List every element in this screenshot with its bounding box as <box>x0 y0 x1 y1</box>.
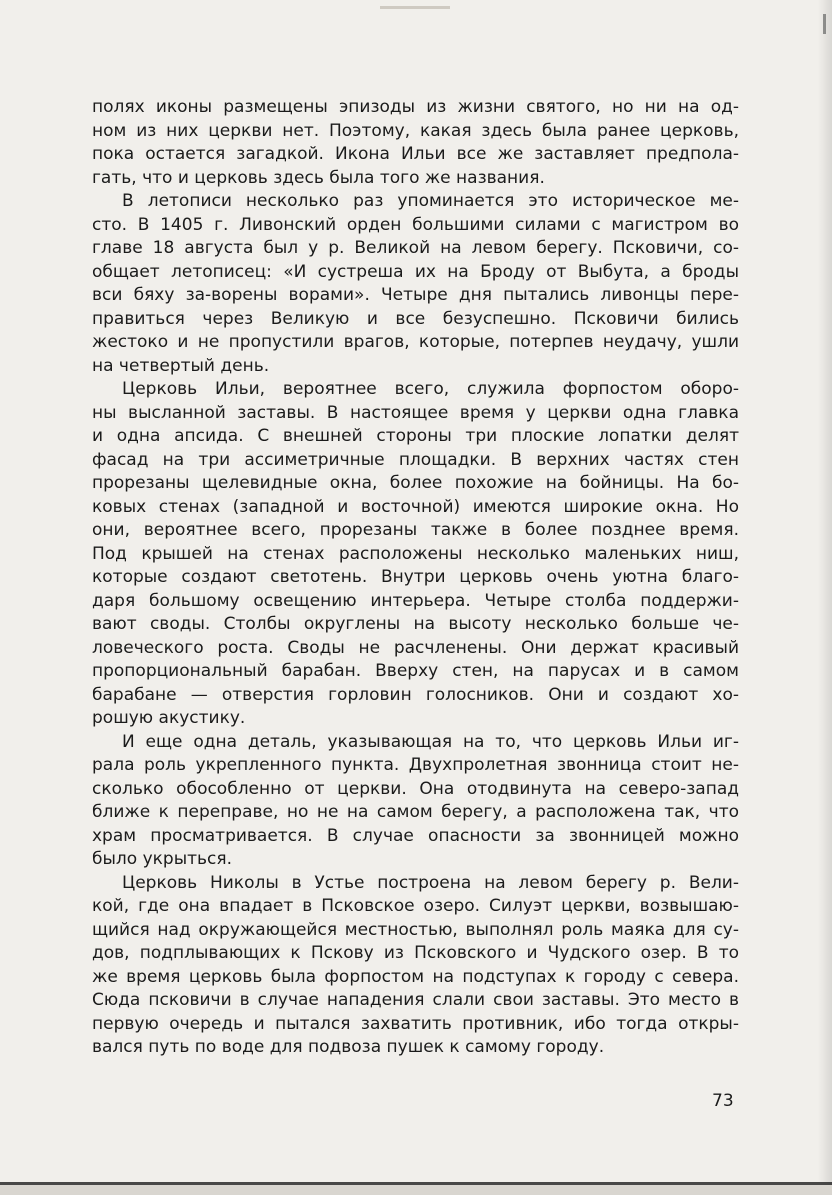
text-line: пока остается загадкой. Икона Ильи все же заставляет предпола- <box>92 144 739 164</box>
text-line: которые создают светотень. Внутри церковь очень уютна благо- <box>92 567 739 587</box>
text-line: пропорциональный барабан. Вверху стен, на парусах и в самом <box>92 661 739 681</box>
text-line: кой, где она впадает в Псковское озеро. Силуэт церкви, возвышаю- <box>92 896 739 916</box>
text-line: фасад на три ассиметричные площадки. В верхних частях стен <box>92 449 739 470</box>
text-line: щийся над окружающейся местностью, выполнял роль маяка для су- <box>92 919 739 940</box>
text-line: ближе к переправе, но не на самом берегу, а расположена так, что <box>92 802 739 822</box>
text-line: полях иконы размещены эпизоды из жизни святого, но ни на од- <box>92 97 739 117</box>
scan-bottom-shadow <box>0 1185 832 1195</box>
text-line: храм просматривается. В случае опасности за звонницей можно <box>92 825 739 846</box>
text-line: они, вероятнее всего, прорезаны также в более позднее время. <box>92 520 739 540</box>
text-line: сто. В 1405 г. Ливонский орден большими силами с магистром во <box>92 214 739 235</box>
paragraph-start-line: И еще одна деталь, указывающая на то, что церковь Ильи иг- <box>122 731 739 752</box>
text-line: и одна апсида. С внешней стороны три плоские лопатки делят <box>92 426 739 446</box>
text-line: вси бяху за-ворены ворами». Четыре дня пытались ливонцы пере- <box>92 285 739 305</box>
text-line: же время церковь была форпостом на подступах к городу с севера. <box>92 966 739 987</box>
page-number: 73 <box>712 1091 734 1111</box>
text-line: правиться через Великую и все безуспешно. Псковичи бились <box>92 308 739 329</box>
text-line: вался путь по воде для подвоза пушек к самому городу. <box>92 1037 605 1057</box>
text-line: на четвертый день. <box>92 355 270 376</box>
text-line: вают своды. Столбы округлены на высоту несколько больше че- <box>92 614 739 634</box>
text-line: жестоко и не пропустили врагов, которые, потерпев неудачу, ушли <box>92 332 739 352</box>
text-line: рала роль укрепленного пункта. Двухпролетная звонница стоит не- <box>92 755 739 775</box>
scan-smudge <box>380 6 450 9</box>
text-line: прорезаны щелевидные окна, более похожие на бойницы. На бо- <box>92 473 739 493</box>
text-line: ном из них церкви нет. Поэтому, какая здесь была ранее церковь, <box>92 120 739 141</box>
text-line: было укрыться. <box>92 849 233 869</box>
text-line: рошую акустику. <box>92 708 246 728</box>
text-line: барабане — отверстия горловин голосников. Они и создают хо- <box>92 684 739 705</box>
text-line: главе 18 августа был у р. Великой на левом берегу. Псковичи, со- <box>92 238 739 258</box>
paragraph-start-line: Церковь Николы в Устье построена на левом берегу р. Вели- <box>122 872 739 893</box>
paragraph-start-line: Церковь Ильи, вероятнее всего, служила форпостом оборо- <box>122 379 739 399</box>
text-line: гать, что и церковь здесь была того же названия. <box>92 167 545 188</box>
text-line: первую очередь и пытался захватить противник, ибо тогда откры- <box>92 1013 739 1034</box>
text-line: ловеческого роста. Своды не расчленены. Они держат красивый <box>92 637 739 658</box>
text-line: ны высланной заставы. В настоящее время у церкви одна главка <box>92 402 739 423</box>
text-line: сколько обособленно от церкви. Она отодвинута на северо-запад <box>92 778 739 799</box>
paragraph-start-line: В летописи несколько раз упоминается это историческое ме- <box>122 191 739 211</box>
text-line: Под крышей на стенах расположены несколько маленьких ниш, <box>92 543 739 564</box>
text-line: даря большому освещению интерьера. Четыре столба поддержи- <box>92 590 739 611</box>
text-line: Сюда псковичи в случае нападения слали свои заставы. Это место в <box>92 990 739 1010</box>
text-line: общает летописец: «И сустреша их на Броду от Выбута, а броды <box>92 261 739 282</box>
page-text <box>92 96 739 1060</box>
text-line: ковых стенах (западной и восточной) имеются широкие окна. Но <box>92 496 739 517</box>
text-line: дов, подплывающих к Пскову из Псковского и Чудского озер. В то <box>92 943 739 963</box>
page-edge-shadow <box>818 0 832 1195</box>
